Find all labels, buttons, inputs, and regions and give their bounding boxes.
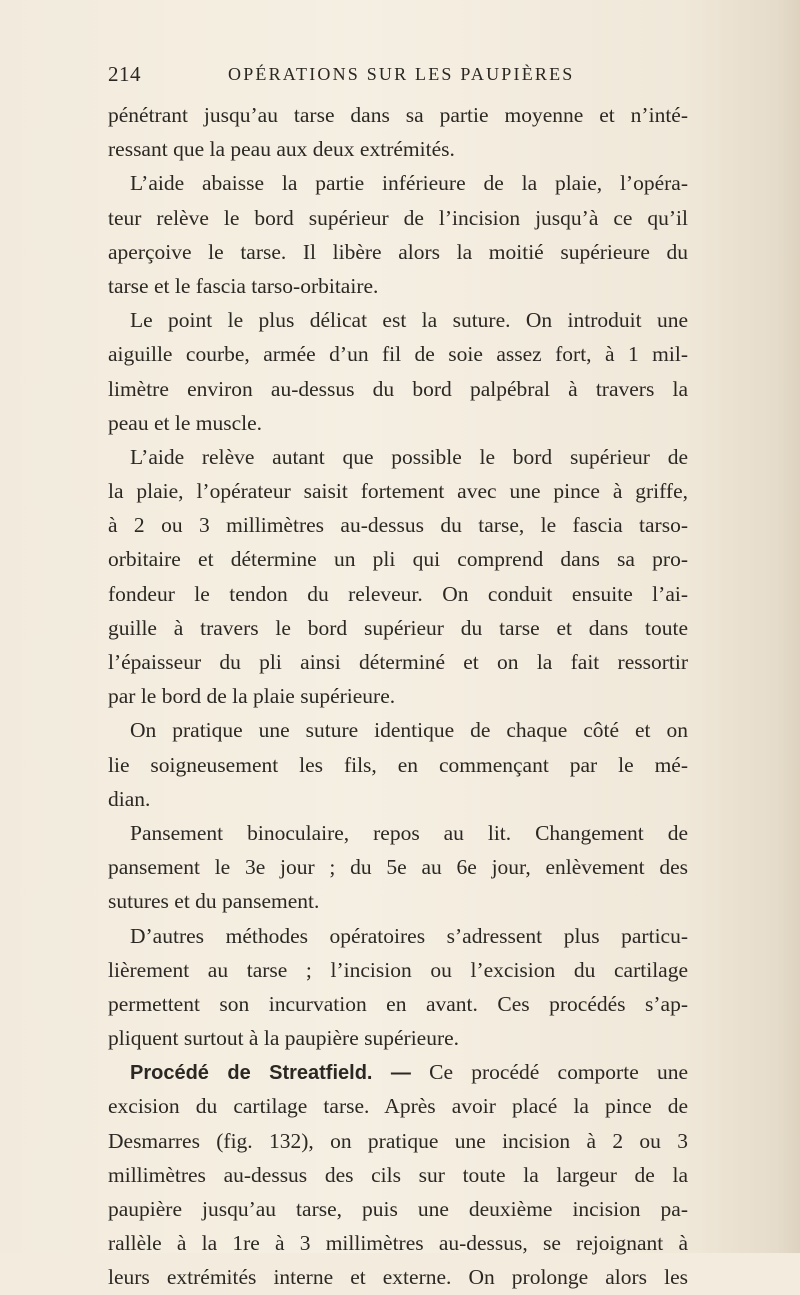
text-line: paupière jusqu’au tarse, puis une deuxième incision pa- [108, 1197, 688, 1221]
text-line: permettent son incurvation en avant. Ces procédés s’ap- [108, 991, 688, 1016]
text-line: leurs extrémités interne et externe. On prolonge alors les [108, 1265, 688, 1290]
text-line: Pansement binoculaire, repos au lit. Changement de [130, 820, 688, 845]
text-line: orbitaire et détermine un pli qui comprend dans sa pro- [108, 547, 688, 572]
text-line: lie soigneusement les fils, en commençant par le mé- [108, 752, 688, 777]
text-line: Ce procédé comporte une [429, 1060, 689, 1085]
text-line: Le point le plus délicat est la suture. On introduit une [130, 308, 688, 333]
text-line: aiguille courbe, armée d’un fil de soie assez fort, à 1 mil- [108, 342, 688, 367]
body-text [108, 98, 688, 1295]
text-line: L’aide relève autant que possible le bord supérieur de [130, 444, 688, 469]
text-line: par le bord de la plaie supérieure. [108, 684, 396, 709]
text-line: peau et le muscle. [108, 410, 263, 435]
text-line: pliquent surtout à la paupière supérieure. [108, 1026, 460, 1051]
text-line: aperçoive le tarse. Il libère alors la moitié supérieure du [108, 239, 688, 264]
text-line: rallèle à la 1re à 3 millimètres au-dessus, se rejoignant à [108, 1231, 688, 1256]
section-lead-line [108, 1055, 688, 1089]
text-line: sutures et du pansement. [108, 889, 320, 914]
section-heading: Procédé de Streatfield. — [130, 1062, 411, 1085]
text-line: pansement le 3e jour ; du 5e au 6e jour, enlèvement des [108, 855, 688, 880]
page-header [108, 62, 688, 92]
page-number: 214 [108, 62, 141, 86]
text-line: excision du cartilage tarse. Après avoir placé la pince de [108, 1094, 688, 1119]
text-line: Desmarres (fig. 132), on pratique une incision à 2 ou 3 [108, 1128, 688, 1153]
text-line: dian. [108, 786, 151, 811]
text-line: la plaie, l’opérateur saisit fortement avec une pince à griffe, [108, 479, 688, 504]
text-line: L’aide abaisse la partie inférieure de la plaie, l’opéra- [130, 171, 688, 196]
text-line: lièrement au tarse ; l’incision ou l’excision du cartilage [108, 957, 688, 982]
running-head: OPÉRATIONS SUR LES PAUPIÈRES [228, 64, 575, 84]
text-line: On pratique une suture identique de chaque côté et on [130, 718, 688, 743]
text-line: à 2 ou 3 millimètres au-dessus du tarse, le fascia tarso- [108, 513, 688, 538]
text-line: D’autres méthodes opératoires s’adressent plus particu- [130, 923, 688, 948]
text-line: teur relève le bord supérieur de l’incision jusqu’à ce qu’il [108, 205, 688, 230]
text-line: tarse et le fascia tarso-orbitaire. [108, 273, 379, 298]
text-line: guille à travers le bord supérieur du tarse et dans toute [108, 615, 688, 640]
text-line: pénétrant jusqu’au tarse dans sa partie moyenne et n’inté- [108, 103, 688, 127]
text-line: millimètres au-dessus des cils sur toute la largeur de la [108, 1162, 688, 1187]
text-line: l’épaisseur du pli ainsi déterminé et on la fait ressortir [108, 650, 688, 674]
text-line: ressant que la peau aux deux extrémités. [108, 137, 455, 162]
text-line: limètre environ au-dessus du bord palpébral à travers la [108, 376, 688, 401]
text-line: fondeur le tendon du releveur. On conduit ensuite l’ai- [108, 581, 688, 606]
